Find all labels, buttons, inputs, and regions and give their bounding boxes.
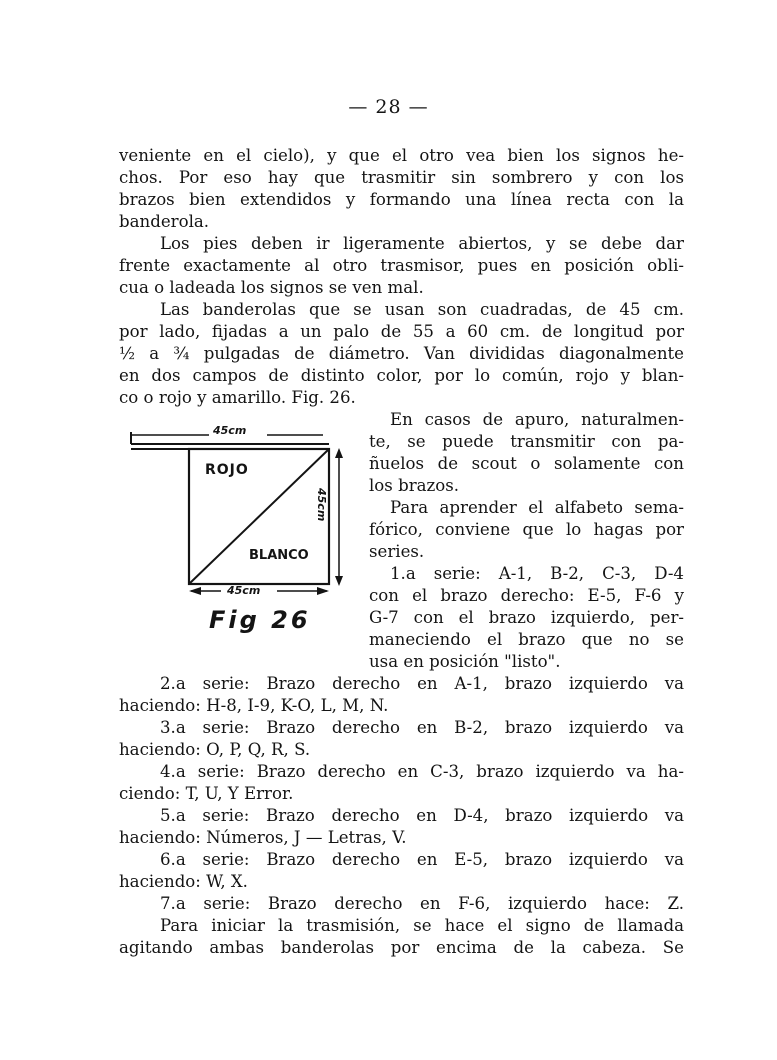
page-number: — 28 — [348, 96, 429, 118]
text-line: por lado, fijadas a un palo de 55 a 60 cm. de longitud por [119, 322, 684, 341]
text-line: haciendo: Números, J — Letras, V. [119, 828, 407, 847]
text-line: brazos bien extendidos y formando una línea recta con la [119, 190, 684, 209]
text-line: los brazos. [369, 476, 460, 495]
arrow-head [335, 448, 343, 458]
text-line: Para aprender el alfabeto sema- [390, 498, 684, 517]
text-line: 2.a serie: Brazo derecho en A-1, brazo izquierdo va [160, 674, 684, 693]
text-line: en dos campos de distinto color, por lo común, rojo y blan- [119, 366, 684, 385]
right-dimension-label: 45cm [315, 488, 328, 522]
text-line: te, se puede transmitir con pa- [369, 432, 684, 451]
arrow-head [317, 587, 329, 595]
bottom-dimension-label: 45cm [227, 584, 261, 597]
text-line: 4.a serie: Brazo derecho en C-3, brazo izquierdo va ha- [160, 762, 684, 781]
text-line: haciendo: O, P, Q, R, S. [119, 740, 311, 759]
arrow-head [189, 587, 201, 595]
text-line: ñuelos de scout o solamente con [369, 454, 684, 473]
text-line: con el brazo derecho: E-5, F-6 y [369, 586, 684, 605]
text-line: frente exactamente al otro trasmisor, pues en posición obli- [119, 256, 684, 275]
text-line: veniente en el cielo), y que el otro vea bien los signos he- [119, 146, 684, 165]
text-line: En casos de apuro, naturalmen- [390, 410, 684, 429]
text-line: ½ a ¾ pulgadas de diámetro. Van divididas diagonalmente [119, 344, 684, 363]
text-line: 3.a serie: Brazo derecho en B-2, brazo izquierdo va [160, 718, 684, 737]
flag-figure [117, 418, 362, 658]
text-line: chos. Por eso hay que trasmitir sin sombrero y con los [119, 168, 684, 187]
text-line: G-7 con el brazo izquierdo, per- [369, 608, 684, 627]
text-line: 7.a serie: Brazo derecho en F-6, izquierdo hace: Z. [160, 894, 684, 913]
text-line: cua o ladeada los signos se ven mal. [119, 278, 424, 297]
text-line: Los pies deben ir ligeramente abiertos, y se debe dar [160, 234, 684, 253]
text-line: co o rojo y amarillo. Fig. 26. [119, 388, 356, 407]
text-line: 5.a serie: Brazo derecho en D-4, brazo izquierdo va [160, 806, 684, 825]
text-line: banderola. [119, 212, 210, 231]
rojo-label: ROJO [205, 462, 249, 478]
text-line: maneciendo el brazo que no se [369, 630, 684, 649]
text-line: haciendo: H-8, I-9, K-O, L, M, N. [119, 696, 389, 715]
text-line: 6.a serie: Brazo derecho en E-5, brazo izquierdo va [160, 850, 684, 869]
figure-caption: Fig 26 [209, 606, 311, 634]
text-line: fórico, conviene que lo hagas por [369, 520, 684, 539]
text-line: agitando ambas banderolas por encima de la cabeza. Se [119, 938, 684, 957]
arrow-head [335, 576, 343, 586]
text-line: Para iniciar la trasmisión, se hace el signo de llamada [160, 916, 684, 935]
text-line: haciendo: W, X. [119, 872, 248, 891]
text-line: ciendo: T, U, Y Error. [119, 784, 294, 803]
blanco-label: BLANCO [249, 548, 309, 563]
text-line: usa en posición "listo". [369, 652, 561, 671]
top-dimension-label: 45cm [213, 424, 247, 437]
text-line: Las banderolas que se usan son cuadradas, de 45 cm. [160, 300, 684, 319]
text-line: 1.a serie: A-1, B-2, C-3, D-4 [390, 564, 684, 583]
text-line: series. [369, 542, 425, 561]
